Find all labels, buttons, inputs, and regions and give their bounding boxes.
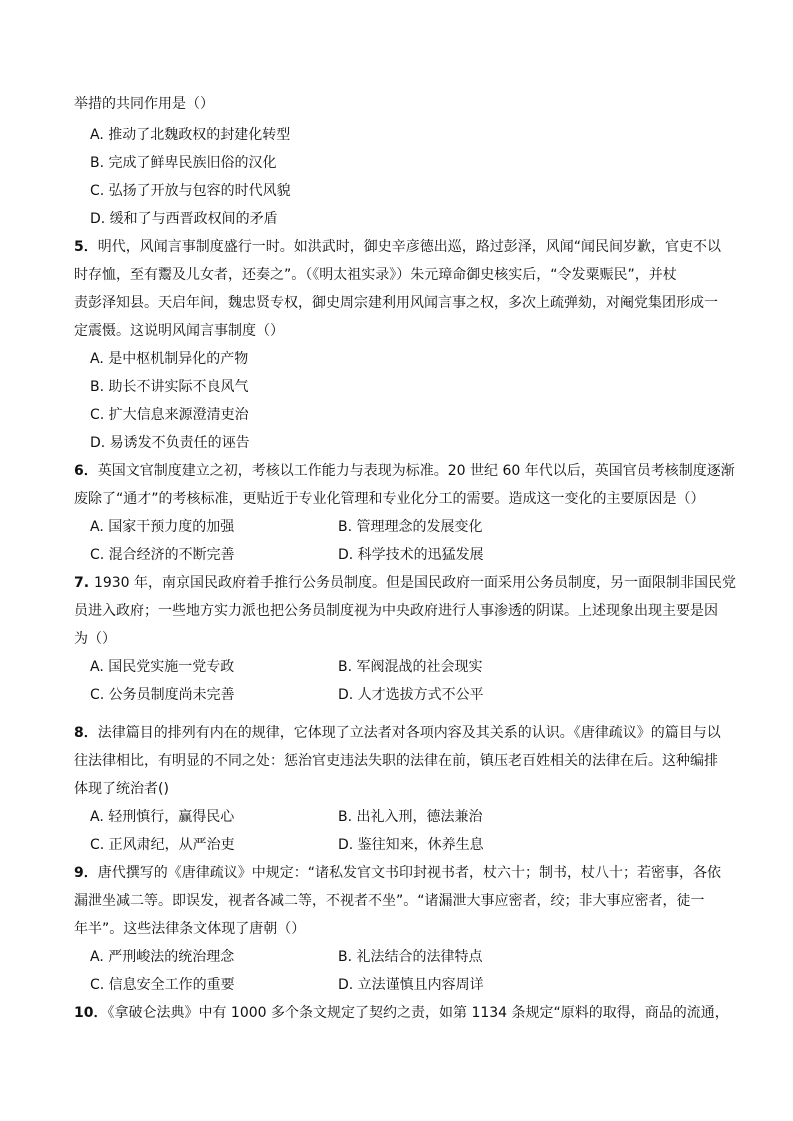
q8-option-d: D. 鉴往知来，休养生息 xyxy=(338,837,484,853)
q7-option-c: C. 公务员制度尚未完善 xyxy=(90,687,235,703)
q4-option-d: D. 缓和了与西晋政权间的矛盾 xyxy=(90,211,278,227)
q8-number: 8． xyxy=(74,725,98,741)
q9-option-c: C. 信息安全工作的重要 xyxy=(90,977,235,993)
q5-stem-line-1 xyxy=(74,237,721,257)
q9-text: 唐代撰写的《唐律疏议》中规定：“诸私发官文书印封视书者，杖六十；制书，杖八十；若密事，各依 xyxy=(97,865,722,881)
q9-option-d: D. 立法谨慎且内容周详 xyxy=(338,977,484,993)
q7-text: 1930 年，南京国民政府着手推行公务员制度。但是国民政府一面采用公务员制度，另一面限制非国民党 xyxy=(93,575,737,591)
q6-option-b: B. 管理理念的发展变化 xyxy=(338,519,483,535)
q9-stem-line-1 xyxy=(74,863,721,883)
q5-option-c: C. 扩大信息来源澄清吏治 xyxy=(90,407,249,423)
q7-option-d: D. 人才选拔方式不公平 xyxy=(338,687,484,703)
q5-stem-line-2: 时存恤，至有鬻及儿女者，还奏之”。（《明太祖实录》）朱元璋命御史核实后，“令发粟赈民”，并杖 xyxy=(74,267,677,283)
q9-option-a: A. 严刑峻法的统治理念 xyxy=(90,949,235,965)
q4-stem-tail: 举措的共同作用是（） xyxy=(74,96,214,112)
q7-stem-line-3: 为（） xyxy=(74,631,116,647)
q4-option-a: A. 推动了北魏政权的封建化转型 xyxy=(90,127,291,143)
q9-number: 9． xyxy=(74,865,98,881)
q8-text: 法律篇目的排列有内在的规律，它体现了立法者对各项内容及其关系的认识。《唐律疏议》的篇目与以 xyxy=(97,725,721,741)
q5-option-a: A. 是中枢机制异化的产物 xyxy=(90,351,249,367)
q10-number: 10． xyxy=(74,1005,108,1021)
q5-text: 明代，风闻言事制度盛行一时。如洪武时，御史辛彦德出巡，路过彭泽，风闻“闻民间岁歉，官吏不以 xyxy=(97,239,722,255)
q8-stem-line-3: 体现了统治者() xyxy=(74,781,169,797)
q6-stem-line-2: 废除了“通才”的考核标准，更贴近于专业化管理和专业化分工的需要。造成这一变化的主要原因是（） xyxy=(74,491,705,507)
q8-option-a: A. 轻刑慎行，赢得民心 xyxy=(90,809,235,825)
q7-stem-line-1 xyxy=(74,573,736,593)
q6-number: 6． xyxy=(74,463,98,479)
q10-stem-line-1 xyxy=(74,1003,729,1023)
q7-stem-line-2: 员进入政府；一些地方实力派也把公务员制度视为中央政府进行人事渗透的阴谋。上述现象出现主要是因 xyxy=(74,603,718,619)
q5-stem-line-4: 定震慑。这说明风闻言事制度（） xyxy=(74,323,284,339)
q8-option-b: B. 出礼入刑，德法兼治 xyxy=(338,809,483,825)
q9-option-b: B. 礼法结合的法律特点 xyxy=(338,949,483,965)
q6-stem-line-1 xyxy=(74,461,735,481)
q5-option-b: B. 助长不讲实际不良风气 xyxy=(90,379,249,395)
q7-option-b: B. 军阀混战的社会现实 xyxy=(338,659,483,675)
q7-number: 7. xyxy=(74,575,94,591)
q8-stem-line-2: 往法律相比，有明显的不同之处：惩治官吏违法失职的法律在前，镇压老百姓相关的法律在后。这种编排 xyxy=(74,753,718,769)
q7-option-a: A. 国民党实施一党专政 xyxy=(90,659,235,675)
q4-option-b: B. 完成了鲜卑民族旧俗的汉化 xyxy=(90,155,277,171)
q10-text: 《拿破仑法典》中有 1000 多个条文规定了契约之责，如第 1134 条规定“原料的取得，商品的流通， xyxy=(107,1005,729,1021)
q5-option-d: D. 易诱发不负责任的诬告 xyxy=(90,435,250,451)
q8-option-c: C. 正风肃纪，从严治吏 xyxy=(90,837,235,853)
q8-stem-line-1 xyxy=(74,723,721,743)
q9-stem-line-3: 年半”。这些法律条文体现了唐朝（） xyxy=(74,921,306,937)
q5-stem-line-3: 责彭泽知县。天启年间，魏忠贤专权，御史周宗建利用风闻言事之权，多次上疏弹劾，对阉党集团形成一 xyxy=(74,295,718,311)
q5-number: 5． xyxy=(74,239,98,255)
q6-option-a: A. 国家干预力度的加强 xyxy=(90,519,235,535)
q6-text: 英国文官制度建立之初，考核以工作能力与表现为标准。20 世纪 60 年代以后，英国官员考核制度逐渐 xyxy=(97,463,735,479)
q6-option-d: D. 科学技术的迅猛发展 xyxy=(338,547,484,563)
q9-stem-line-2: 漏泄坐减二等。即误发，视者各减二等，不视者不坐”。“诸漏泄大事应密者，绞；非大事应密者，徒一 xyxy=(74,893,705,909)
q4-option-c: C. 弘扬了开放与包容的时代风貌 xyxy=(90,183,291,199)
q6-option-c: C. 混合经济的不断完善 xyxy=(90,547,235,563)
